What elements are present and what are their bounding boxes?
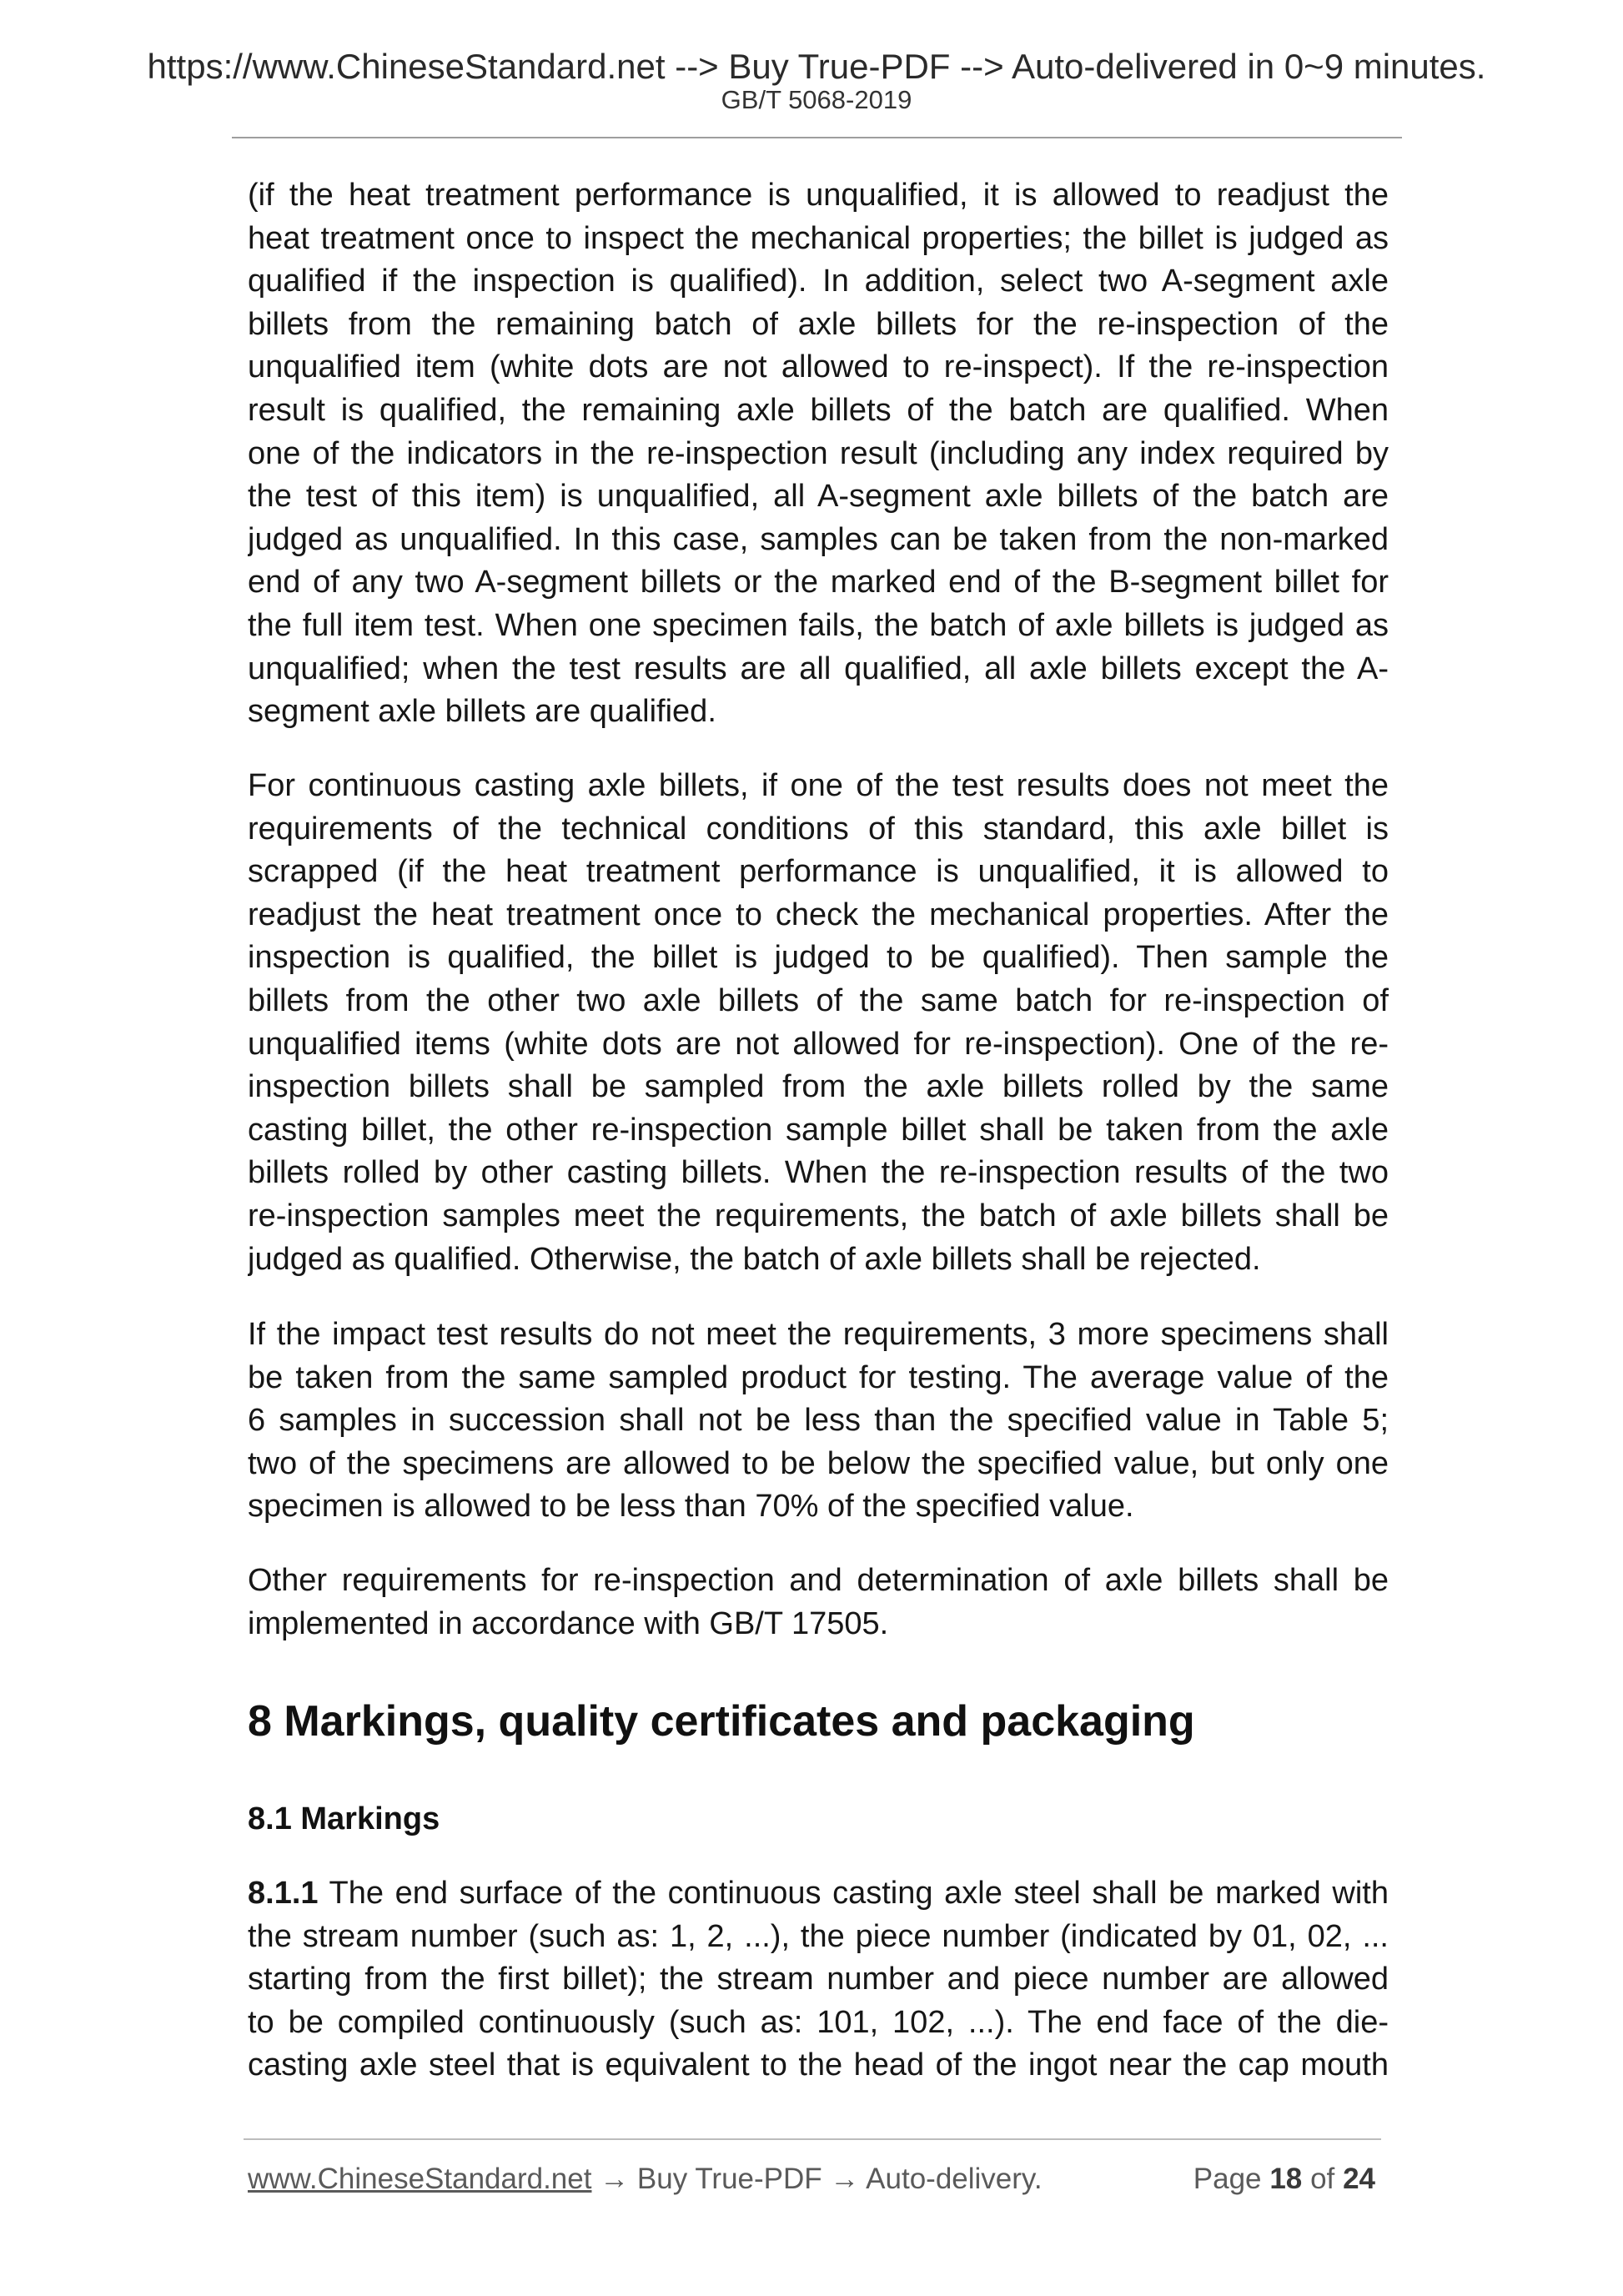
paragraph-line: (if the heat treatment performance is unqualified, it is allowed to readjust the: [248, 178, 1389, 213]
footer-tagline: → Buy True-PDF → Auto-delivery.: [600, 2163, 1043, 2195]
page-label: Page: [1193, 2163, 1262, 2195]
page-number: 18: [1269, 2163, 1303, 2195]
paragraph-line: Other requirements for re-inspection and determination of axle billets shall be: [248, 1563, 1389, 1598]
paragraph-line: starting from the first billet); the stream number and piece number are allowed: [248, 1962, 1389, 1997]
paragraph-line: judged as unqualified. In this case, samples can be taken from the non-marked: [248, 521, 1389, 557]
subsection-heading: 8.1 Markings: [248, 1801, 440, 1836]
paragraph-line: inspection is qualified, the billet is judged to be qualified). Then sample the: [248, 940, 1389, 976]
paragraph-line: unqualified; when the test results are all qualified, all axle billets except the A-: [248, 651, 1389, 686]
paragraph-line: unqualified item (white dots are not allowed to re-inspect). If the re-inspection: [248, 349, 1389, 385]
paragraph-line: qualified if the inspection is qualified). In addition, select two A-segment axle: [248, 264, 1389, 299]
paragraph-line: be taken from the same sampled product for testing. The average value of the: [248, 1359, 1389, 1395]
paragraph-other-requirements: [248, 1560, 1389, 1645]
header-divider: [232, 137, 1402, 138]
paragraph-line: implemented in accordance with GB/T 17505.: [248, 1605, 889, 1641]
clause-number: 8.1.1: [248, 1876, 319, 1911]
header-standard-code: GB/T 5068-2019: [721, 85, 912, 114]
paragraph-line: scrapped (if the heat treatment performance is unqualified, it is allowed to: [248, 854, 1389, 890]
paragraph-line: casting axle steel that is equivalent to the head of the ingot near the cap mouth: [248, 2047, 1389, 2083]
paragraph-line: readjust the heat treatment once to check the mechanical properties. After the: [248, 897, 1389, 932]
paragraph-line: the test of this item) is unqualified, all A-segment axle billets of the batch are: [248, 479, 1389, 515]
paragraph-line: casting billet, the other re-inspection sample billet shall be taken from the axle: [248, 1112, 1389, 1148]
paragraph-line: billets rolled by other casting billets. When the re-inspection results of the two: [248, 1155, 1389, 1191]
footer-promo: [248, 2158, 1043, 2200]
paragraph-line: the full item test. When one specimen fails, the batch of axle billets is judged as: [248, 607, 1389, 643]
footer-divider: [244, 2138, 1381, 2140]
section-heading: 8 Markings, quality certificates and packaging: [248, 1697, 1195, 1746]
paragraph-line: judged as qualified. Otherwise, the batch of axle billets shall be rejected.: [248, 1241, 1261, 1277]
paragraph-line: billets from the remaining batch of axle billets for the re-inspection of the: [248, 306, 1389, 342]
header-source-line: https://www.ChineseStandard.net --> Buy True-PDF --> Auto-delivered in 0~9 minutes.: [147, 47, 1486, 86]
paragraph-line: 6 samples in succession shall not be less than the specified value in Table 5;: [248, 1403, 1389, 1439]
page-of-label: of: [1310, 2163, 1335, 2195]
clause-text: The end surface of the continuous casting axle steel shall be marked with: [329, 1876, 1389, 1911]
paragraph-line: [248, 1872, 1389, 1916]
paragraph-continuous-casting-reinspection: [248, 765, 1389, 1281]
paragraph-line: two of the specimens are allowed to be below the specified value, but only one: [248, 1445, 1389, 1481]
paragraph-line: specimen is allowed to be less than 70% of the specified value.: [248, 1489, 1134, 1525]
page-indicator: [1193, 2158, 1375, 2200]
paragraph-line: segment axle billets are qualified.: [248, 694, 716, 730]
total-pages: 24: [1343, 2163, 1375, 2195]
paragraph-line: If the impact test results do not meet the requirements, 3 more specimens shall: [248, 1317, 1389, 1352]
paragraph-line: inspection billets shall be sampled from the axle billets rolled by the same: [248, 1069, 1389, 1105]
clause-8-1-1: [248, 1872, 1389, 2088]
paragraph-line: requirements of the technical conditions of this standard, this axle billet is: [248, 811, 1389, 847]
paragraph-line: to be compiled continuously (such as: 101, 102, ...). The end face of the die-: [248, 2004, 1389, 2040]
paragraph-impact-test: [248, 1314, 1389, 1529]
paragraph-line: result is qualified, the remaining axle billets of the batch are qualified. When: [248, 392, 1389, 428]
paragraph-line: billets from the other two axle billets of the same batch for re-inspection of: [248, 982, 1389, 1018]
paragraph-line: end of any two A-segment billets or the marked end of the B-segment billet for: [248, 565, 1389, 600]
paragraph-line: re-inspection samples meet the requirements, the batch of axle billets shall be: [248, 1198, 1389, 1233]
footer-site-link[interactable]: www.ChineseStandard.net: [248, 2163, 592, 2195]
paragraph-forged-billet-reinspection: [248, 174, 1389, 734]
paragraph-line: one of the indicators in the re-inspection result (including any index required by: [248, 435, 1389, 471]
paragraph-line: For continuous casting axle billets, if one of the test results does not meet the: [248, 768, 1389, 803]
paragraph-line: heat treatment once to inspect the mechanical properties; the billet is judged as: [248, 220, 1389, 256]
paragraph-line: unqualified items (white dots are not allowed for re-inspection). One of the re-: [248, 1026, 1389, 1062]
paragraph-line: the stream number (such as: 1, 2, ...), the piece number (indicated by 01, 02, ...: [248, 1918, 1389, 1954]
